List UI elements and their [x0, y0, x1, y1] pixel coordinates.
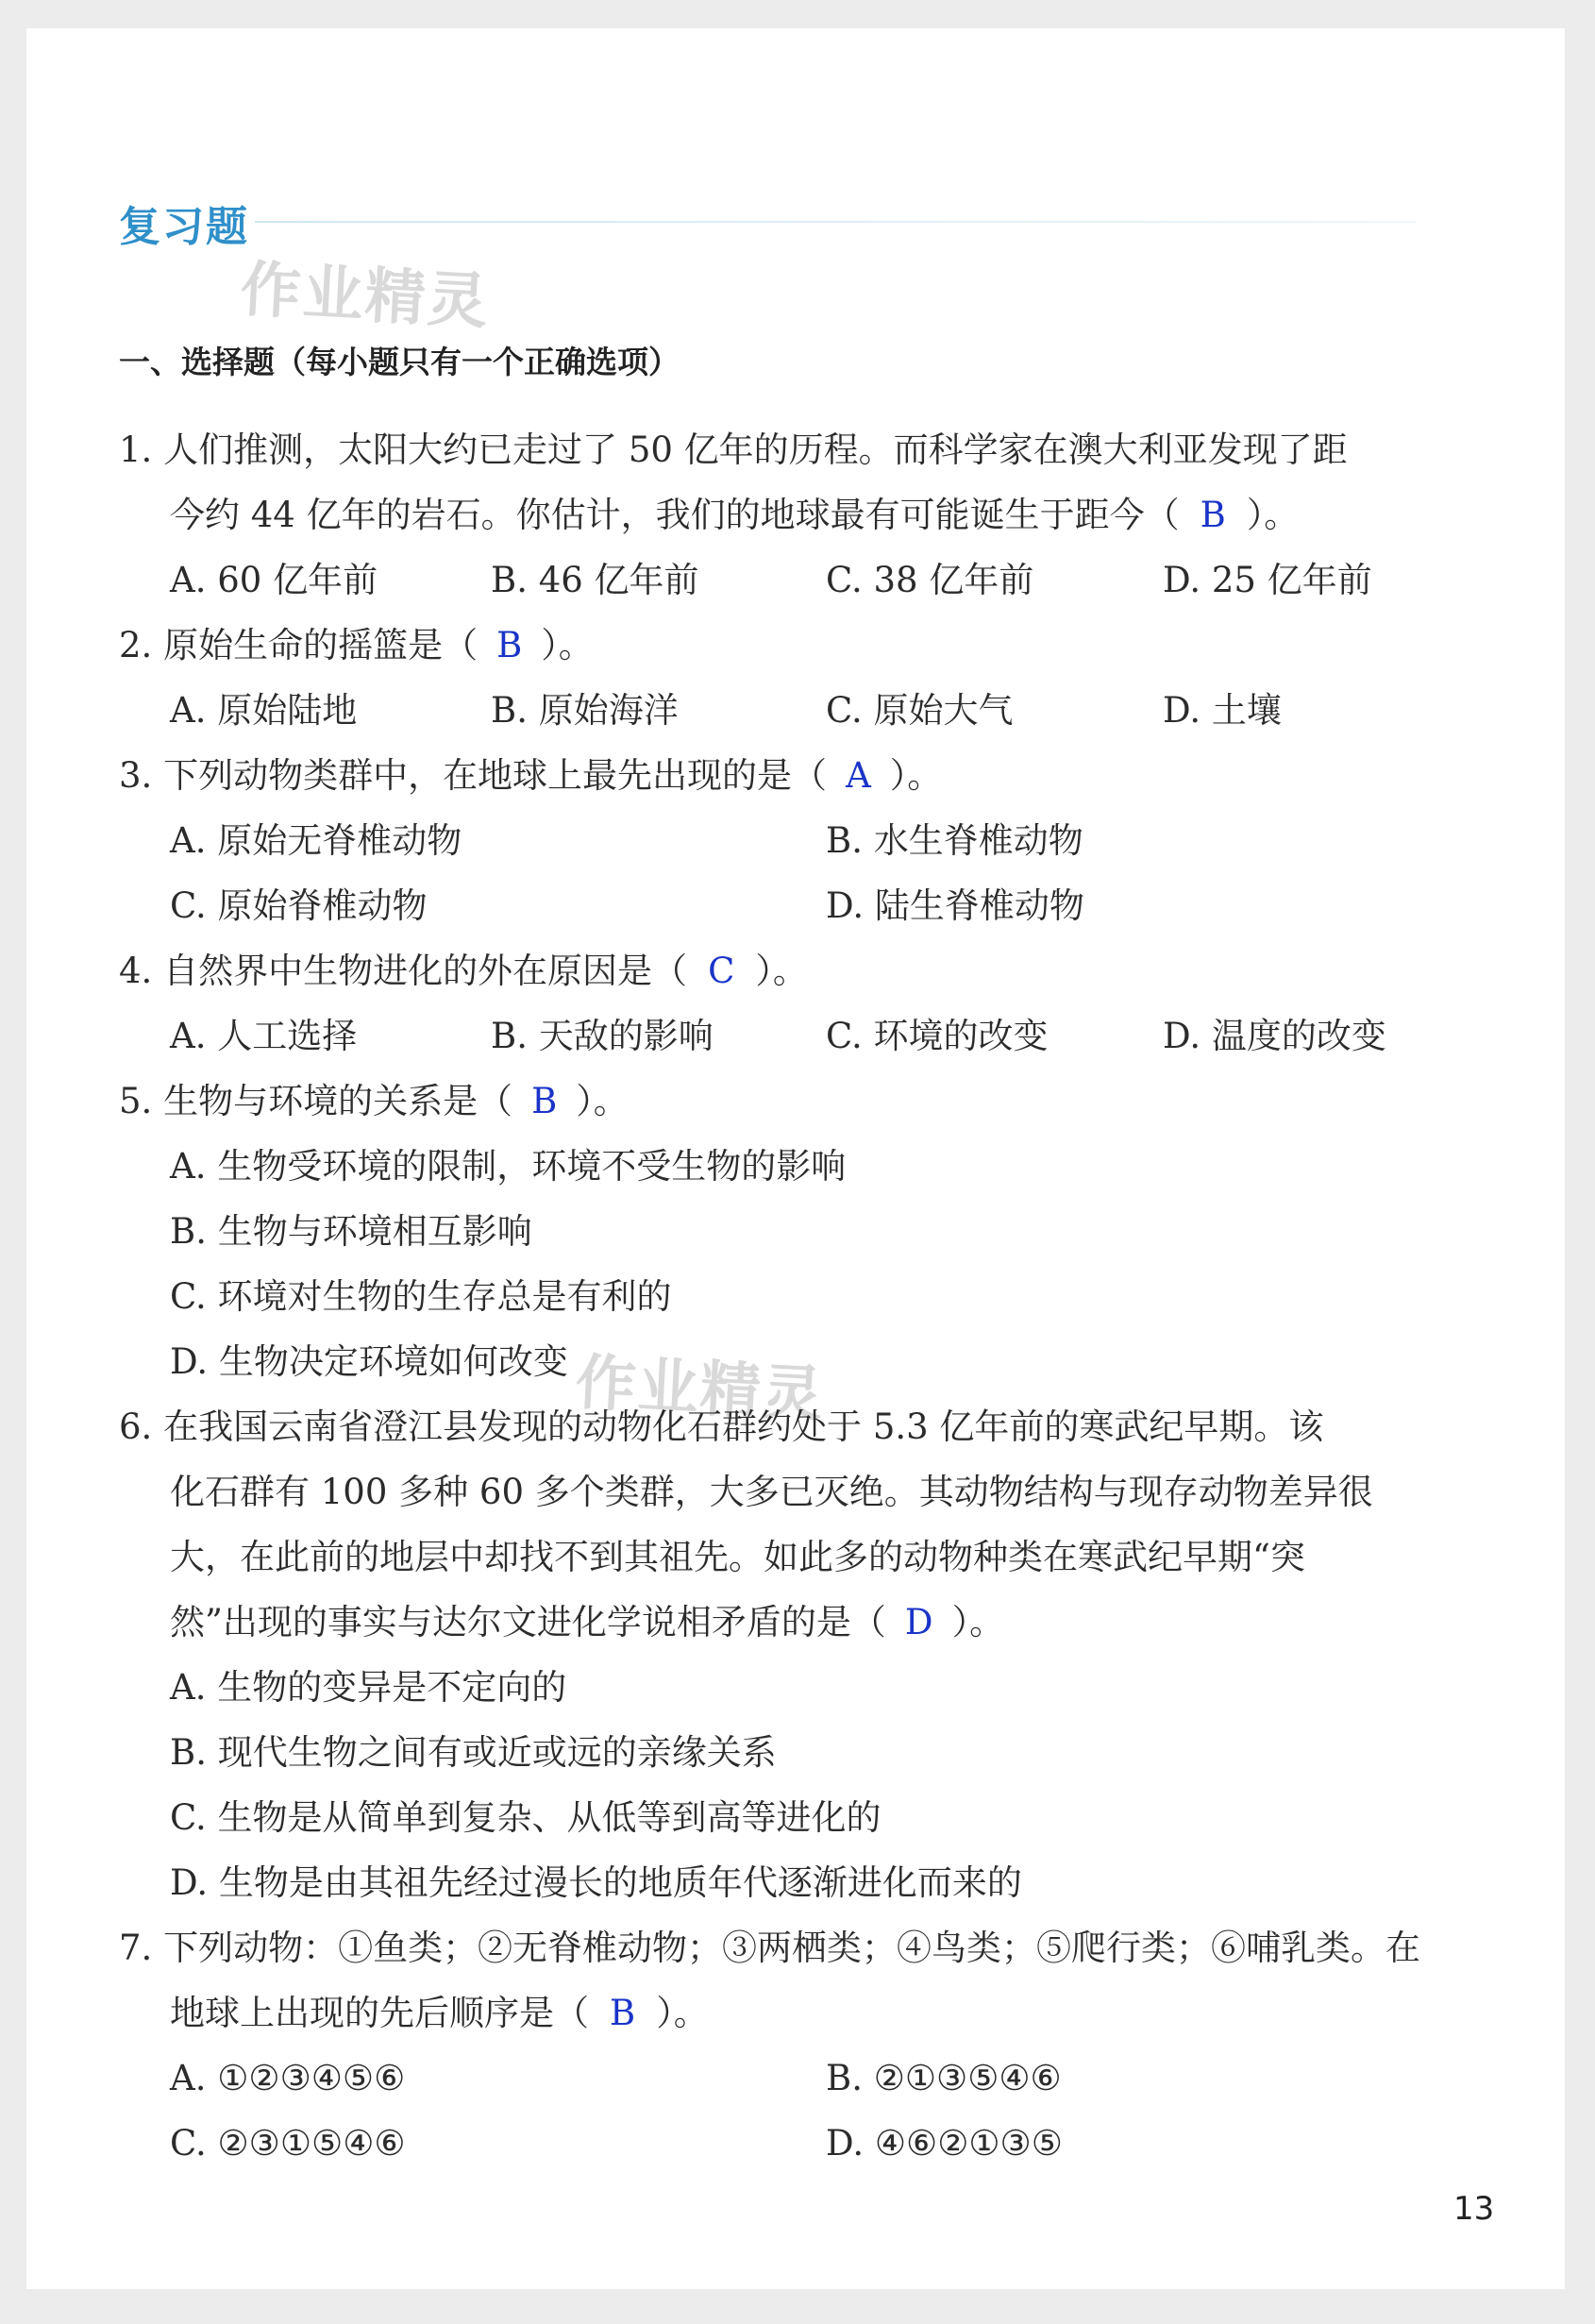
question-6-text-cont: 化石群有 100 多种 60 多个类群，大多已灭绝。其动物结构与现存动物差异很 — [170, 1472, 1373, 1512]
question-text: 地球上出现的先后顺序是（ — [170, 1993, 589, 2033]
option: C. 原始脊椎动物 — [170, 885, 428, 926]
question-6-text-cont: 大，在此前的地层中却找不到其祖先。如此多的动物种类在寒武纪早期“突 — [170, 1537, 1305, 1577]
option: D. 25 亿年前 — [1163, 560, 1372, 600]
answer-mark: B — [610, 1993, 636, 2033]
option: B. 水生脊椎动物 — [826, 820, 1083, 861]
option: C. 环境的改变 — [826, 1016, 1049, 1056]
question-text: ）。 — [755, 951, 808, 991]
option: A. 生物受环境的限制，环境不受生物的影响 — [170, 1146, 847, 1187]
question-text: ）。 — [1246, 495, 1300, 535]
option: A. ①②③④⑤⑥ — [170, 2058, 406, 2098]
question-text: 3. 下列动物类群中，在地球上最先出现的是（ — [119, 755, 828, 796]
option: A. 60 亿年前 — [170, 560, 378, 600]
page-title: 复习题 — [119, 203, 249, 251]
section-heading: 一、选择题（每小题只有一个正确选项） — [119, 344, 680, 380]
question-6-text-cont — [170, 1599, 1004, 1646]
question-4-text — [119, 948, 808, 995]
question-text: 然”出现的事实与达尔文进化学说相矛盾的是（ — [170, 1602, 886, 1642]
question-text: 今约 44 亿年的岩石。你估计，我们的地球最有可能诞生于距今（ — [170, 495, 1180, 535]
question-7-text-cont — [170, 1990, 709, 2037]
question-text: ）。 — [541, 625, 594, 665]
option: C. 原始大气 — [826, 690, 1014, 731]
question-text: 2. 原始生命的摇篮是（ — [119, 625, 478, 665]
option: D. 生物决定环境如何改变 — [170, 1341, 568, 1382]
option: D. 生物是由其祖先经过漫长的地质年代逐渐进化而来的 — [170, 1862, 1022, 1903]
answer-mark: B — [496, 625, 523, 665]
option: C. 环境对生物的生存总是有利的 — [170, 1276, 672, 1317]
option: B. 46 亿年前 — [491, 560, 699, 600]
option: A. 生物的变异是不定向的 — [170, 1667, 567, 1708]
option: D. ④⑥②①③⑤ — [826, 2123, 1063, 2164]
option: C. 生物是从简单到复杂、从低等到高等进化的 — [170, 1797, 881, 1838]
answer-mark: B — [1200, 495, 1226, 535]
question-6-text: 6. 在我国云南省澄江县发现的动物化石群约处于 5.3 亿年前的寒武纪早期。该 — [119, 1406, 1324, 1447]
question-7-text: 7. 下列动物：①鱼类；②无脊椎动物；③两栖类；④鸟类；⑤爬行类；⑥哺乳类。在 — [119, 1928, 1421, 1968]
question-text: ）。 — [951, 1602, 1005, 1642]
option: A. 原始陆地 — [170, 690, 358, 731]
option: C. ②③①⑤④⑥ — [170, 2123, 406, 2164]
answer-mark: D — [904, 1602, 933, 1642]
option: D. 土壤 — [1163, 690, 1282, 731]
watermark-logo: 作业精灵 — [573, 1348, 827, 1431]
answer-mark: A — [846, 755, 871, 796]
answer-mark: B — [531, 1081, 558, 1121]
page-number: 13 — [1453, 2190, 1495, 2228]
question-text: 5. 生物与环境的关系是（ — [119, 1081, 513, 1121]
option: A. 人工选择 — [170, 1016, 358, 1056]
option: B. 原始海洋 — [491, 690, 679, 731]
question-1-text-cont — [170, 492, 1299, 539]
question-5-text — [119, 1078, 629, 1125]
answer-mark: C — [708, 951, 735, 991]
option: B. 现代生物之间有或近或远的亲缘关系 — [170, 1732, 777, 1773]
option: B. ②①③⑤④⑥ — [826, 2058, 1062, 2098]
question-2-text — [119, 622, 594, 669]
question-text: ）。 — [576, 1081, 629, 1121]
watermark-logo: 作业精灵 — [238, 255, 492, 338]
option: D. 陆生脊椎动物 — [826, 885, 1084, 926]
question-3-text — [119, 752, 942, 800]
question-text: ）。 — [656, 1993, 709, 2033]
title-divider — [255, 221, 1416, 223]
question-text: ）。 — [889, 755, 943, 796]
option: A. 原始无脊椎动物 — [170, 820, 462, 861]
question-text: 4. 自然界中生物进化的外在原因是（ — [119, 951, 688, 991]
option: C. 38 亿年前 — [826, 560, 1034, 600]
option: B. 生物与环境相互影响 — [170, 1211, 532, 1252]
option: B. 天敌的影响 — [491, 1016, 714, 1056]
option: D. 温度的改变 — [1163, 1016, 1386, 1056]
question-1-text: 1. 人们推测，太阳大约已走过了 50 亿年的历程。而科学家在澳大利亚发现了距 — [119, 429, 1348, 470]
